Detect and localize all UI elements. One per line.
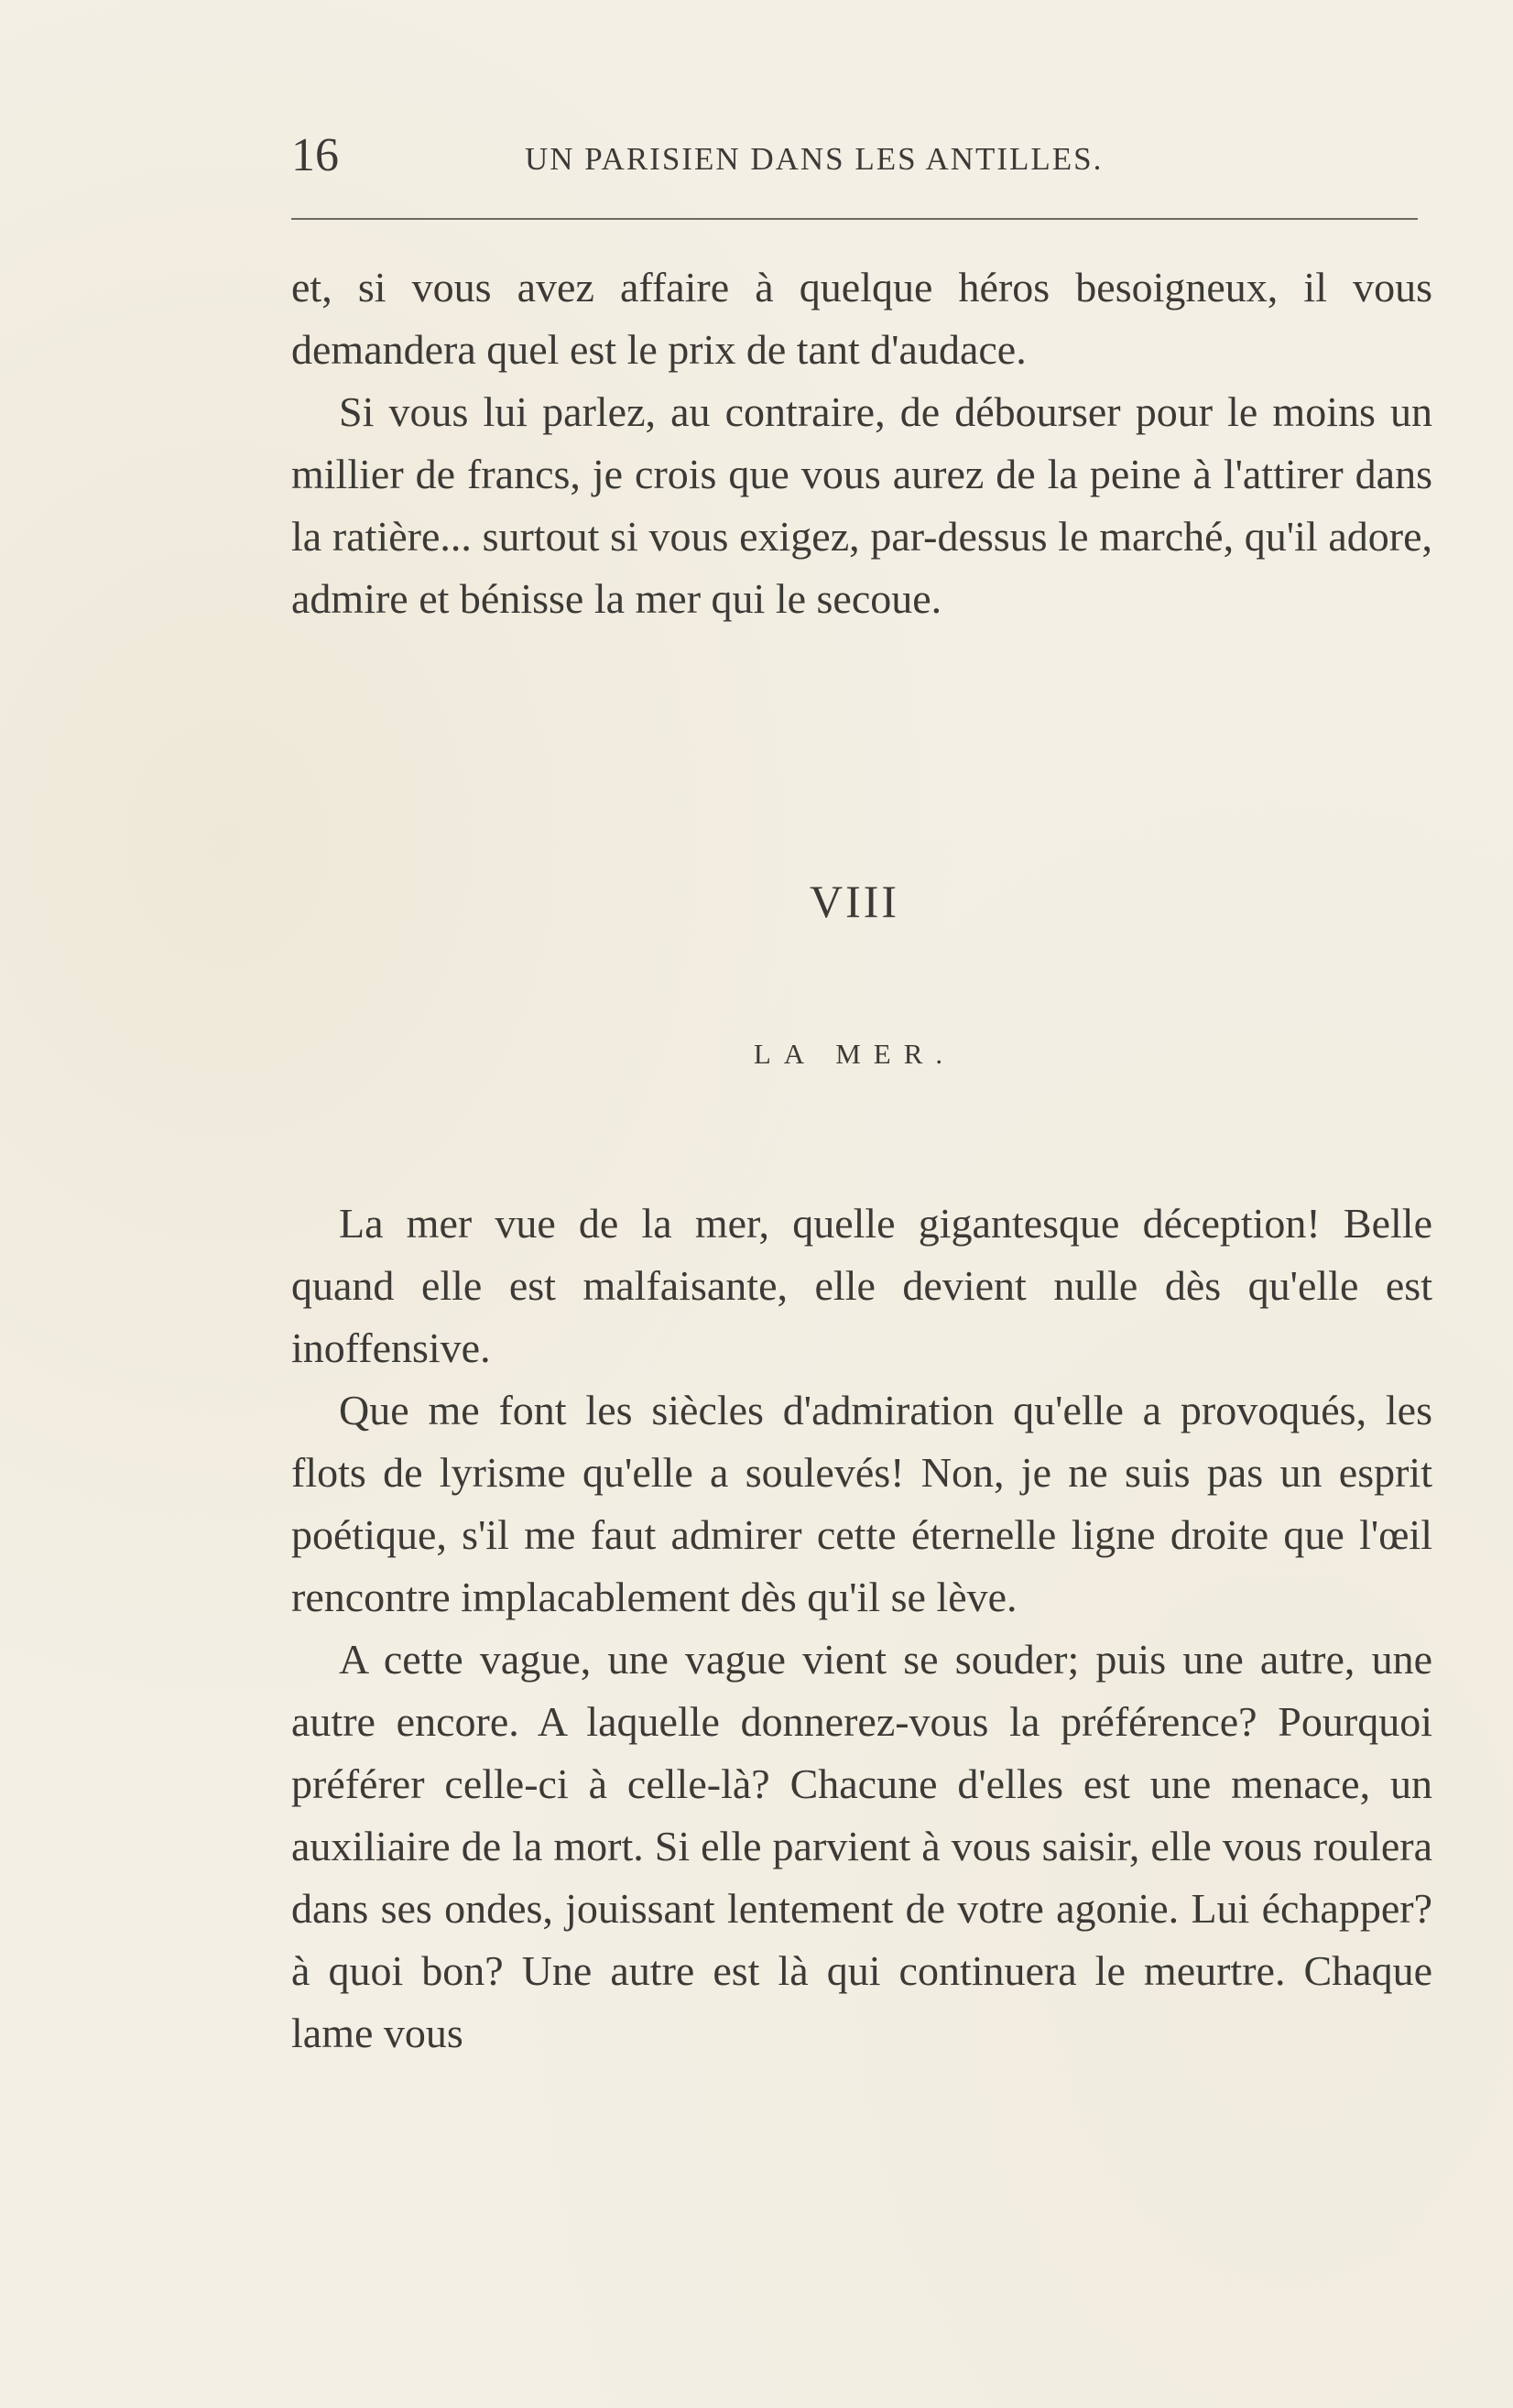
paragraph: A cette vague, une vague vient se souder; puis une autre, une autre encore. A laquelle donnerez-vous la préférence? Pourquoi préférer celle-ci à celle-là? Chacune d'elles est une menace, un auxiliaire de la mort. Si elle parvient à vous saisir, elle vous roulera dans ses ondes, jouissant lentement de votre agonie. Lui échapper? à quoi bon? Une autre est là qui continuera le meurtre. Chaque lame vous: [291, 1636, 1432, 2056]
running-title: UN PARISIEN DANS LES ANTILLES.: [525, 141, 1104, 177]
chapter-number: VIII: [809, 876, 900, 927]
header-rule: [291, 218, 1418, 220]
running-head: [291, 128, 1418, 183]
paragraph: Que me font les siècles d'admiration qu'elle a provoqués, les flots de lyrisme qu'elle a soulevés! Non, je ne suis pas un esprit poétique, s'il me faut admirer cette éternelle ligne droite que l'œil rencontre implacablement dès qu'il se lève.: [291, 1387, 1432, 1620]
chapter-text: [291, 1193, 1432, 2065]
paragraph: et, si vous avez affaire à quelque héros besoigneux, il vous demandera quel est le prix de tant d'audace.: [291, 264, 1432, 373]
continued-text: [291, 256, 1432, 630]
paragraph: La mer vue de la mer, quelle gigantesque déception! Belle quand elle est malfaisante, elle devient nulle dès qu'elle est inoffensive.: [291, 1200, 1432, 1371]
page-number: 16: [291, 129, 339, 181]
paragraph: Si vous lui parlez, au contraire, de débourser pour le moins un millier de francs, je crois que vous aurez de la peine à l'attirer dans la ratière... surtout si vous exigez, par-dessus le marché, qu'il adore, admire et bénisse la mer qui le secoue.: [291, 388, 1432, 622]
chapter-title: LA MER.: [753, 1038, 956, 1070]
